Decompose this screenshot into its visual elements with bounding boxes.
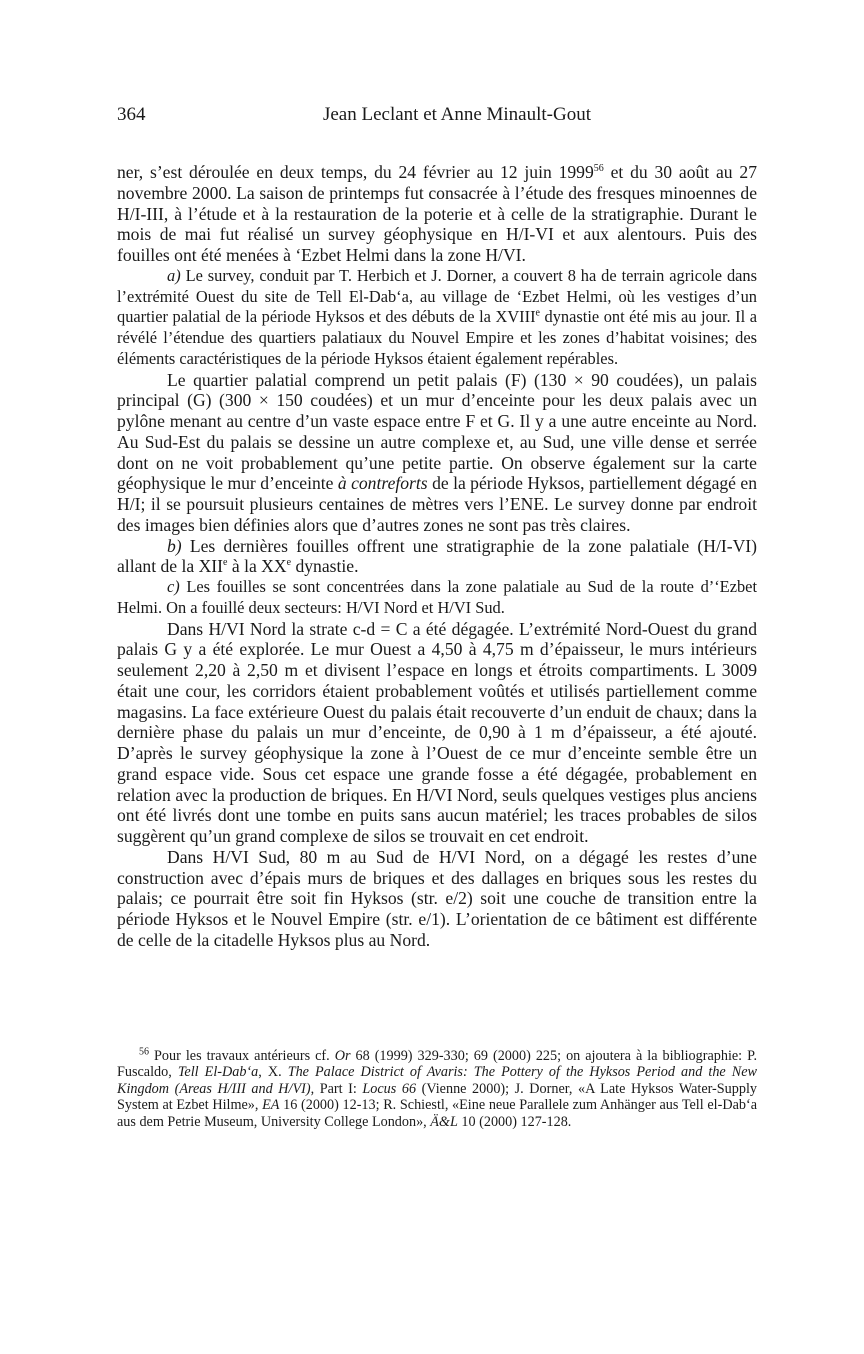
paragraph-palatial-quarter: Le quartier palatial comprend un petit palais (F) (130 × 90 coudées), un palais principal (G) (300 × 150 coudées) et un mur d’enceinte pour les deux palais avec un pylône menant au centre d’un vaste espace entre F et G. Il y a une autre enceinte au Nord. Au Sud-Est du palais se dessine un autre complexe et, au Sud, une ville dense et serrée dont on ne voit probablement qu’une petite partie. On observe également sur la carte géophysique le mur d’enceinte à contreforts de la période Hyksos, partiellement dégagé en H/I; il se poursuit plusieurs centaines de mètres vers l’ENE. Le survey donne par endroit des images bien définies alors que d’autres zones ne sont pas très claires. (117, 369, 758, 535)
footnote-number: 56 (139, 1046, 149, 1058)
page-number: 364 (117, 104, 146, 125)
page-header (117, 104, 757, 134)
body-text (117, 162, 757, 951)
footnote (117, 1048, 757, 1130)
paragraph-hvi-sud: Dans H/VI Sud, 80 m au Sud de H/VI Nord, on a dégagé les restes d’une construction avec d’épais murs de briques et des dallages en briques sous les restes du palais; ce pourrait être soit fin Hyksos (str. e/2) soit une couche de transition entre la période Hyksos et le Nouvel Empire (str. e/1). L’orientation de ce bâtiment est différente de celle de la citadelle Hyksos plus au Nord. (117, 846, 757, 950)
paragraph-hvi-nord: Dans H/VI Nord la strate c-d = C a été dégagée. L’extrémité Nord-Ouest du grand palais G y a été explorée. Le mur Ouest a 4,50 à 4,75 m d’épaisseur, le murs intérieurs seulement 2,20 à 2,50 m et divisent l’espace en longs et étroits compartiments. L 3009 était une cour, les corridors étaient probablement voûtés et utilisés partiellement comme magasins. La face extérieure Ouest du palais était recouverte d’un enduit de chaux; dans la dernière phase du palais un mur d’enceinte, de 0,90 à 1 m d’épaisseur, a été ajouté. D’après le survey géophysique la zone à l’Ouest de ce mur d’enceinte semble être un grand espace vide. Sous cet espace une grande fosse a été dégagée, probablement en relation avec la production de briques. En H/VI Nord, seuls quelques vestiges plus anciens ont été livrés dont une tombe en puits sans aucun matériel; les traces probables de silos suggèrent qu’un grand complexe de silos se trouvait en cet endroit. (117, 618, 757, 846)
paragraph-a-survey: a) Le survey, conduit par T. Herbich et J. Dorner, a couvert 8 ha de terrain agricole dans l’extrémité Ouest du site de Tell El-Dab‘a, au village de ‘Ezbet Helmi, où les vestiges d’un quartier palatial de la période Hyksos et des débuts de la XVIIIe dynastie ont été mis au jour. Il a révélé l’étendue des quartiers palatiaux du Nouvel Empire et les zones d’habitat voisines; des éléments caractéristiques de la période Hyksos étaient également repérables. (117, 265, 757, 368)
paragraph-c-excavations: c) Les fouilles se sont concentrées dans la zone palatiale au Sud de la route d’‘Ezbet Helmi. On a fouillé deux secteurs: H/VI Nord et H/VI Sud. (117, 577, 757, 617)
emphasis-contreforts: à contreforts (337, 473, 428, 494)
footnote-56: $^{56}$ Pour les travaux antérieurs cf. Or 68 (1999) 329-330; 69 (2000) 225; on ajoutera à la bibliographie: P. Fuscaldo, Tell El-Dab‘a, X. The Palace District of Avaris: The Pottery of the Hyksos Period and the New Kingdom (Areas H/III and H/VI), Part I: Locus 66 (Vienne 2000); J. Dorner, «A Late Hyksos Water-Supply System at Ezbet Hilme», EA 16 (2000) 12-13; R. Schiestl, «Eine neue Parallele zum Anhänger aus Tell el-Dab‘a aus dem Petrie Museum, University College London», Ä&L 10 (2000) 127-128. (117, 1046, 757, 1130)
paragraph-intro: ner, s’est déroulée en deux temps, du 24 février au 12 juin 1999$^{56}$ et du 30 août au 27 novembre 2000. La saison de printemps fut consacrée à l’étude des fresques minoennes de H/I-III, à l’étude et à la restauration de la poterie et à celle de la stratigraphie. Durant le mois de mai fut réalisé un survey géophysique en H/I-VI et aux alentours. Puis des fouilles ont été menées à ‘Ezbet Helmi dans la zone H/VI. (117, 162, 758, 265)
item-label-c: c) (167, 577, 180, 596)
item-label-b: b) (167, 535, 182, 556)
item-label-a: a) (167, 265, 181, 285)
running-title: Jean Leclant et Anne Minault-Gout (322, 104, 592, 125)
footnote-ref: 56 (593, 163, 604, 175)
paragraph-b-stratigraphy: b) Les dernières fouilles offrent une stratigraphie de la zone palatiale (H/I-VI) allant de la XIIe à la XXe dynastie. (117, 535, 757, 577)
